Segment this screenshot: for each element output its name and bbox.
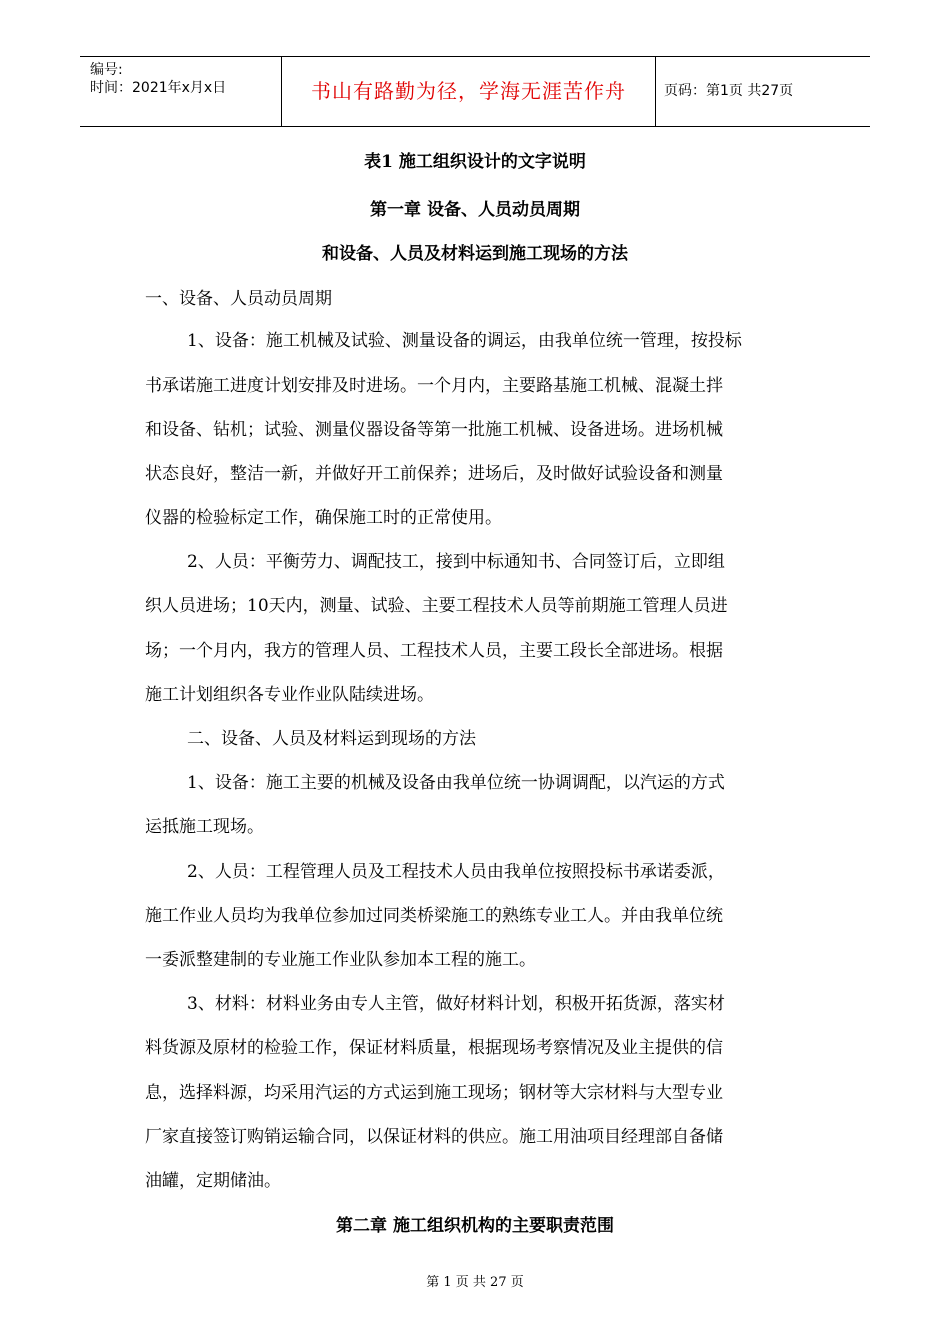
paragraph-line: 3、材料：材料业务由专人主管，做好材料计划，积极开拓货源，落实材	[187, 994, 725, 1014]
chapter2-heading: 第二章 施工组织机构的主要职责范围	[336, 1216, 614, 1236]
paragraph-line: 场；一个月内，我方的管理人员、工程技术人员，主要工段长全部进场。根据	[145, 641, 723, 661]
header-motto: 书山有路勤为径，学海无涯苦作舟	[282, 57, 656, 126]
paragraph-line: 仪器的检验标定工作，确保施工时的正常使用。	[145, 508, 502, 528]
page-header	[80, 56, 870, 127]
paragraph-line: 息，选择料源，均采用汽运的方式运到施工现场；钢材等大宗材料与大型专业	[145, 1083, 723, 1103]
paragraph-line: 书承诺施工进度计划安排及时进场。一个月内，主要路基施工机械、混凝土拌	[145, 376, 723, 396]
paragraph-line: 状态良好，整洁一新，并做好开工前保养；进场后，及时做好试验设备和测量	[145, 464, 723, 484]
paragraph-line: 运抵施工现场。	[145, 817, 264, 837]
table-title: 表1 施工组织设计的文字说明	[364, 152, 586, 172]
paragraph-line: 2、人员：平衡劳力、调配技工，接到中标通知书、合同签订后，立即组	[187, 552, 725, 572]
paragraph-line: 施工计划组织各专业作业队陆续进场。	[145, 685, 434, 705]
document-number-label: 编号:	[90, 62, 123, 78]
section-heading: 一、设备、人员动员周期	[145, 289, 332, 309]
paragraph-line: 一委派整建制的专业施工作业队参加本工程的施工。	[145, 950, 536, 970]
paragraph-line: 施工作业人员均为我单位参加过同类桥梁施工的熟练专业工人。并由我单位统	[145, 906, 723, 926]
paragraph-line: 1、设备：施工主要的机械及设备由我单位统一协调调配，以汽运的方式	[187, 773, 725, 793]
paragraph-line: 1、设备：施工机械及试验、测量设备的调运，由我单位统一管理，按投标	[187, 331, 742, 351]
paragraph-line: 厂家直接签订购销运输合同，以保证材料的供应。施工用油项目经理部自备储	[145, 1127, 723, 1147]
paragraph-line: 料货源及原材的检验工作，保证材料质量，根据现场考察情况及业主提供的信	[145, 1038, 723, 1058]
page-footer: 第 1 页 共 27 页	[426, 1275, 524, 1290]
chapter1-heading: 第一章 设备、人员动员周期	[370, 200, 580, 220]
document-time-label: 时间：2021年x月x日	[90, 80, 227, 96]
paragraph-line: 织人员进场；10天内，测量、试验、主要工程技术人员等前期施工管理人员进	[145, 596, 728, 616]
chapter1-subheading: 和设备、人员及材料运到施工现场的方法	[322, 244, 628, 264]
paragraph-line: 和设备、钻机；试验、测量仪器设备等第一批施工机械、设备进场。进场机械	[145, 420, 723, 440]
paragraph-line: 油罐，定期储油。	[145, 1171, 281, 1191]
header-page-info: 页码：第1页 共27页	[664, 83, 794, 99]
section-heading: 二、设备、人员及材料运到现场的方法	[187, 729, 476, 749]
paragraph-line: 2、人员：工程管理人员及工程技术人员由我单位按照投标书承诺委派，	[187, 862, 725, 882]
header-meta	[80, 57, 282, 126]
